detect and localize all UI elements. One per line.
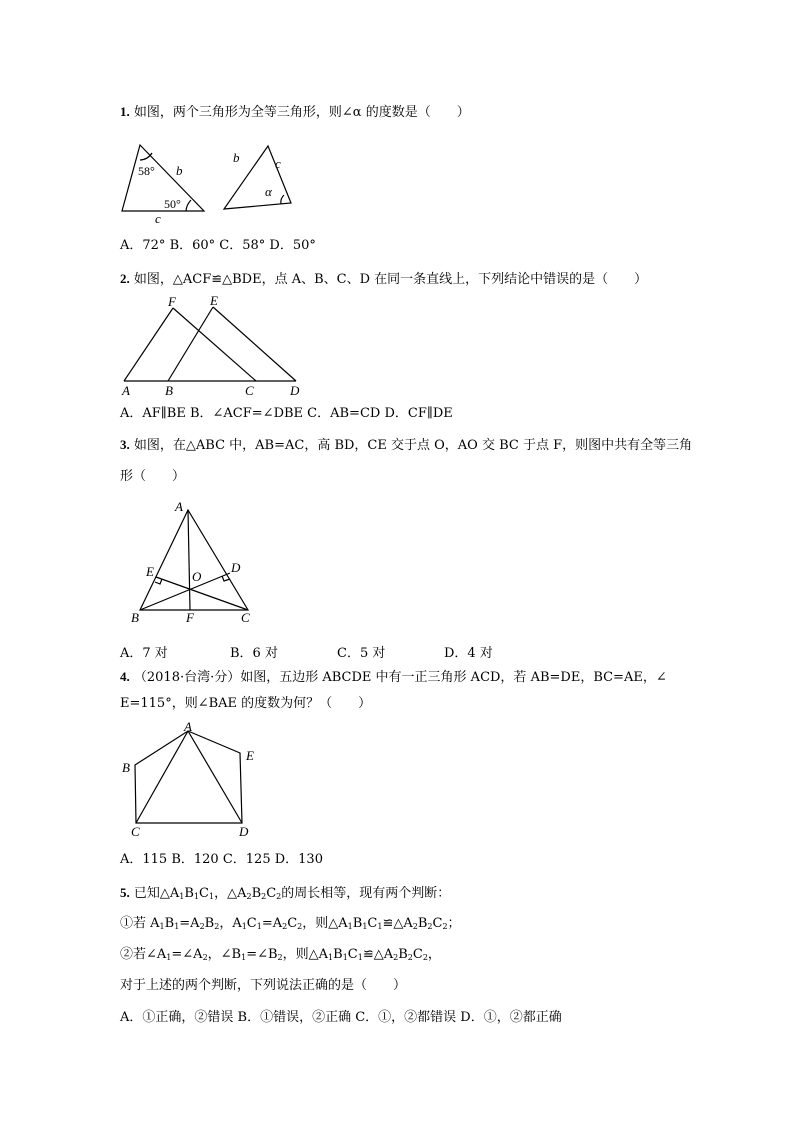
pentagon-abcde (135, 731, 242, 823)
side-b-label: b (176, 163, 183, 178)
label-D: D (239, 824, 249, 839)
q1-figure (118, 140, 298, 226)
question-3-cont: 形（ ） (120, 469, 186, 484)
label-E: E (246, 748, 254, 763)
label-F: F (168, 294, 176, 309)
label-A: A (184, 719, 192, 734)
side-b2-label: b (233, 150, 240, 165)
label-B: B (122, 760, 130, 775)
question-number: 1. (120, 104, 130, 119)
option-c: C．5 对 (337, 646, 386, 661)
side-c-label: c (155, 211, 161, 226)
q2-figure (118, 290, 318, 400)
option-b: B．6 对 (230, 646, 278, 661)
question-number: 5. (120, 885, 130, 900)
q5-judgement-1: ①若 $A_1B_1=A_2B_2$，$A_1C_1=A_2C_2$，则$\triangle A_1B_1C_1≌\triangle A_2B_2C_2$； (120, 916, 461, 931)
option-a: A．7 对 (120, 646, 168, 661)
q5-question: 对于上述的两个判断，下列说法正确的是（ ） (120, 978, 407, 993)
label-D: D (290, 383, 300, 398)
q4-figure (118, 720, 278, 845)
question-number: 2. (120, 271, 130, 286)
label-B: B (165, 383, 173, 398)
question-number: 4. (120, 669, 130, 684)
label-A: A (122, 383, 130, 398)
q3-options (120, 645, 493, 663)
angle-58-label: 58° (138, 164, 155, 178)
label-B: B (131, 610, 139, 625)
label-C: C (245, 383, 254, 398)
label-C: C (131, 824, 140, 839)
angle-50-label: 50° (164, 197, 181, 211)
label-E: E (210, 293, 218, 308)
option-d: D．4 对 (444, 646, 493, 661)
question-5 (120, 884, 450, 903)
label-C: C (241, 610, 250, 625)
question-text: 如图，两个三角形为全等三角形，则∠α 的度数是（ ） (133, 105, 470, 120)
q4-options: A．115 B．120 C．125 D．130 (120, 852, 323, 867)
q1-options: A．72° B．60° C．58° D．50° (120, 238, 316, 253)
label-A: A (175, 499, 183, 514)
q2-options: A．AF∥BE B．∠ACF=∠DBE C．AB=CD D．CF∥DE (120, 406, 453, 421)
q5-judgement-2: ②若$\angle A_1=\angle A_2$，$\angle B_1=\angle B_2$，则$\triangle A_1B_1C_1≌\triangle A_2B_2C_2$， (120, 947, 441, 962)
question-text: 已知$\triangle A_1B_1C_1$，$\triangle A_2B_2C_2$的周长相等，现有两个判断： (133, 886, 451, 901)
question-number: 3. (120, 437, 130, 452)
side-c2-label: c (275, 156, 281, 171)
label-O: O (192, 569, 202, 584)
label-E: E (146, 564, 154, 579)
label-D: D (231, 560, 241, 575)
question-4-cont: E=115°，则∠BAE 的度数为何？（ ） (120, 696, 372, 711)
q3-figure (118, 498, 278, 628)
question-text: （2018·台湾·分）如图，五边形 ABCDE 中有一正三角形 ACD，若 AB=DE，BC=AE，∠ (133, 670, 667, 685)
question-text: 如图，在△ABC 中，AB=AC，高 BD，CE 交于点 O，AO 交 BC 于点 F，则图中共有全等三角 (133, 438, 693, 453)
triangle-left (122, 145, 204, 211)
question-4 (120, 668, 667, 687)
q5-options: A．①正确，②错误 B．①错误，②正确 C．①，②都错误 D．①，②都正确 (120, 1010, 562, 1025)
question-1 (120, 103, 470, 122)
alpha-label: α (265, 184, 272, 199)
label-F: F (186, 610, 194, 625)
question-text: 如图，△ACF≌△BDE，点 A、B、C、D 在同一条直线上，下列结论中错误的是（ ） (133, 272, 648, 287)
question-3 (120, 436, 692, 455)
question-2 (120, 270, 647, 289)
